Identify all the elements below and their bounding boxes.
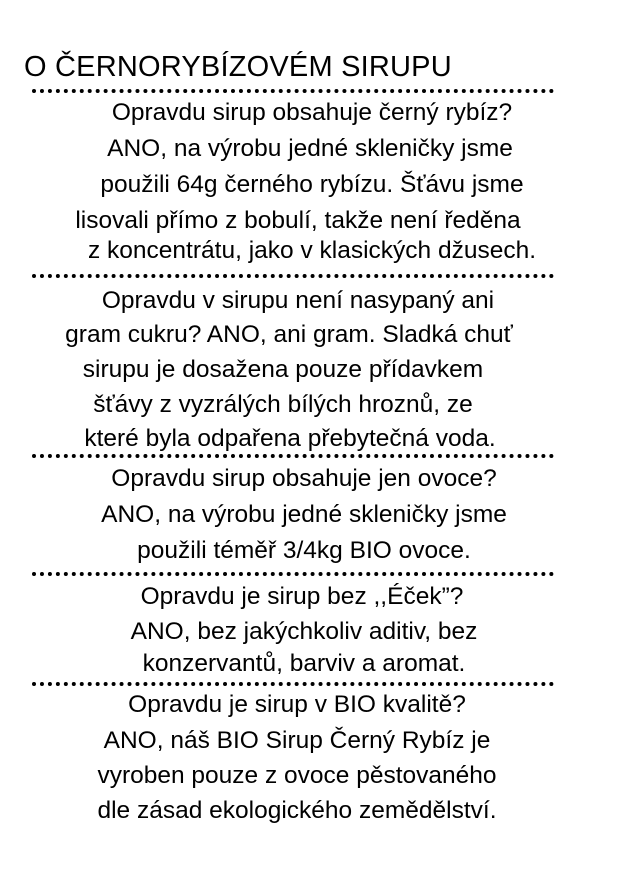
section-3-answer-line: použili téměř 3/4kg BIO ovoce. [137,537,471,564]
section-5-answer-line: dle zásad ekologického zemědělství. [97,797,497,824]
section-1-question: Opravdu sirup obsahuje černý rybíz? [111,99,513,126]
section-4-answer-line: konzervantů, barviv a aromat. [142,650,466,677]
section-1-answer-line: použili 64g černého rybízu. Šťávu jsme [100,171,524,198]
section-2-answer-line: které byla odpařena přebytečná voda. [84,425,496,452]
divider [32,572,554,576]
section-3-question: Opravdu sirup obsahuje jen ovoce? [111,465,497,492]
section-5-answer-line: ANO, náš BIO Sirup Černý Rybíz je [103,727,491,754]
section-1-answer-line: ANO, na výrobu jedné skleničky jsme [107,135,513,162]
section-5-question: Opravdu je sirup v BIO kvalitě? [128,691,466,718]
section-5-answer-line: vyroben pouze z ovoce pěstovaného [97,762,497,789]
section-2-answer-line: sirupu je dosažena pouze přídavkem [82,356,484,383]
section-1-answer-line: lisovali přímo z bobulí, takže není ředěna [75,207,521,234]
divider [32,89,554,93]
divider [32,454,554,458]
section-3-answer-line: ANO, na výrobu jedné skleničky jsme [101,501,507,528]
divider [32,274,554,278]
page-title: O ČERNORYBÍZOVÉM SIRUPU [24,51,452,83]
section-4-question: Opravdu je sirup bez ,,Éček”? [140,583,464,610]
section-4-answer-line: ANO, bez jakýchkoliv aditiv, bez [130,618,478,645]
section-1-answer-line: z koncentrátu, jako v klasických džusech. [87,237,537,264]
section-2-answer-line: šťávy z vyzrálých bílých hroznů, ze [93,391,473,418]
section-2-answer-line: gram cukru? ANO, ani gram. Sladká chuť [65,321,513,348]
divider [32,682,554,686]
section-2-question: Opravdu v sirupu není nasypaný ani [101,287,495,314]
